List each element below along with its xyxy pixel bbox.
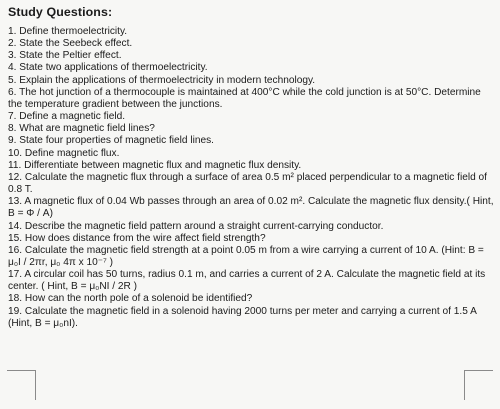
question-item: 4. State two applications of thermoelectricity. — [8, 62, 208, 74]
left-crop-mark-vertical — [35, 370, 36, 400]
question-item: 7. Define a magnetic field. — [8, 111, 126, 123]
question-item: 8. What are magnetic field lines? — [8, 123, 155, 135]
page-title: Study Questions: — [8, 5, 113, 19]
question-item: 2. State the Seebeck effect. — [8, 38, 133, 50]
question-item: 17. A circular coil has 50 turns, radius 0.1 m, and carries a current of 2 A. Calculate the magnetic field at its center. ( Hint, B = μ₀NI / 2R ) — [8, 269, 486, 293]
right-crop-mark-vertical — [464, 370, 465, 400]
question-item: 13. A magnetic flux of 0.04 Wb passes through an area of 0.02 m². Calculate the magnetic flux density.( Hint, B = Φ / A) — [8, 196, 494, 220]
question-item: 16. Calculate the magnetic field strength at a point 0.05 m from a wire carrying a current of 10 A. (Hint: B = μ₀I / 2πr, μ₀ 4π x 10⁻⁷ ) — [8, 244, 484, 268]
question-item: 10. Define magnetic flux. — [8, 147, 120, 159]
right-crop-mark-horizontal — [464, 370, 493, 371]
question-item: 6. The hot junction of a thermocouple is maintained at 400°C while the cold junction is at 50°C. Determine the temperature gradient between the junctions. — [8, 86, 481, 110]
question-item: 18. How can the north pole of a solenoid be identified? — [8, 293, 253, 305]
left-crop-mark-horizontal — [7, 370, 36, 371]
question-item: 9. State four properties of magnetic field lines. — [8, 135, 214, 147]
question-item: 15. How does distance from the wire affect field strength? — [8, 232, 266, 244]
question-item: 5. Explain the applications of thermoelectricity in modern technology. — [8, 74, 316, 86]
question-list — [8, 26, 494, 330]
question-item: 1. Define thermoelectricity. — [8, 26, 128, 37]
question-item: 11. Differentiate between magnetic flux and magnetic flux density. — [8, 159, 302, 171]
question-item: 3. State the Peltier effect. — [8, 50, 122, 62]
question-item: 19. Calculate the magnetic field in a solenoid having 2000 turns per meter and carrying a current of 1.5 A (Hint, B = μ₀nI). — [8, 305, 477, 329]
question-item: 14. Describe the magnetic field pattern around a straight current-carrying conductor. — [8, 220, 384, 232]
question-item: 12. Calculate the magnetic flux through a surface of area 0.5 m² placed perpendicular to a magnetic field of 0.8 T. — [8, 171, 487, 196]
